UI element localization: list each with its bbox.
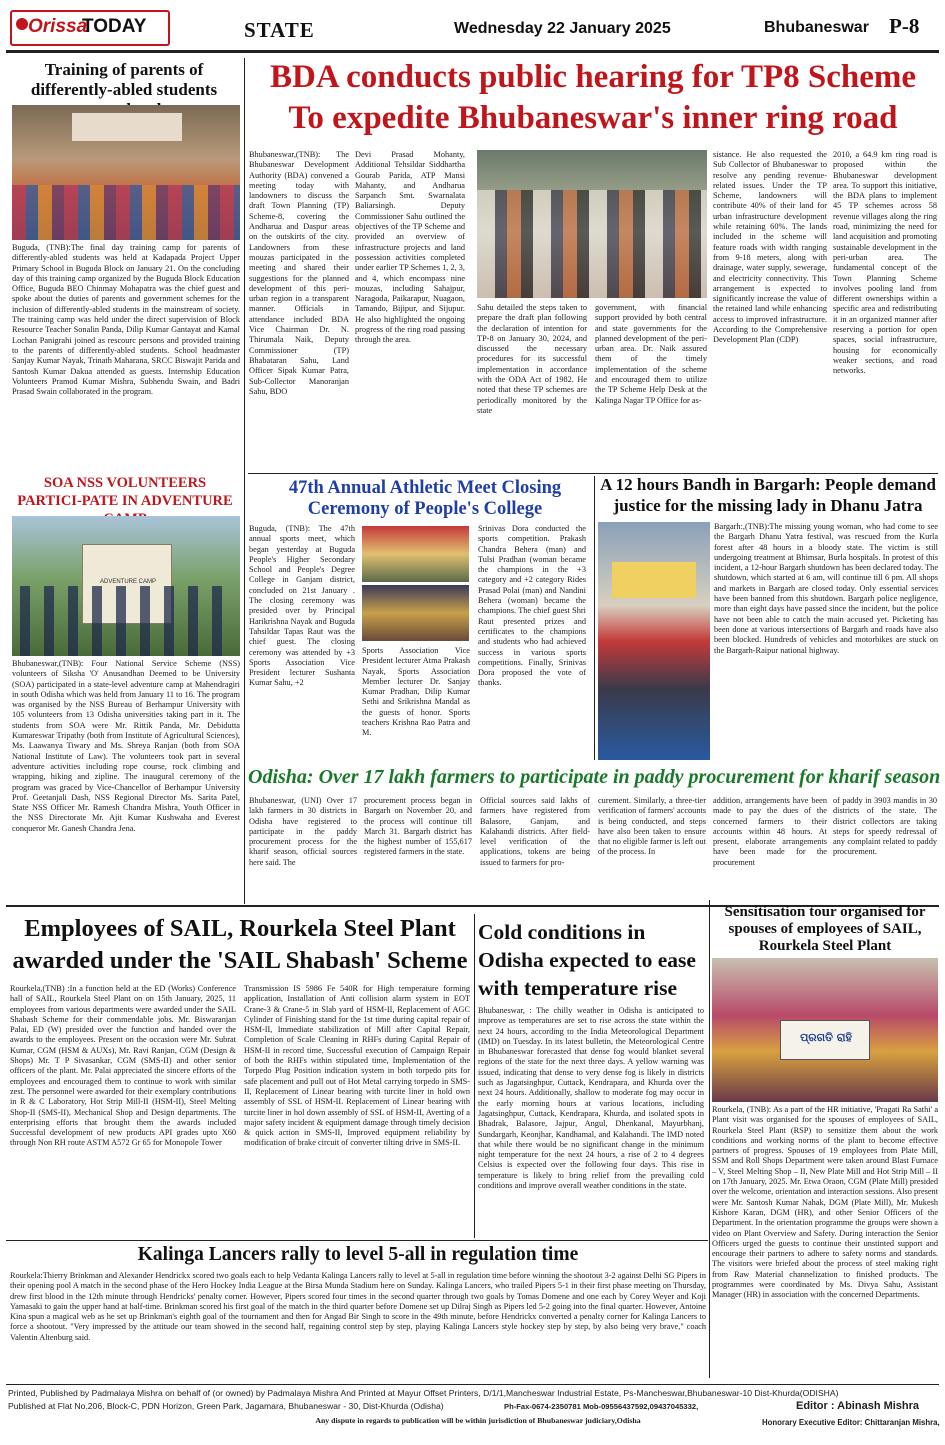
footer-executive-editor: Honorary Executive Editor: Chittaranjan Mishra, — [762, 1418, 940, 1427]
cold-body: Bhubaneswar, : The chilly weather in Odisha is anticipated to improve as temperatures are set to rise across the state within the next 24 hours, according to the India Meteorological Department (IMD) on Tuesday. In its latest bulletin, the Meteorological Centre in Bhubaneswar forecasted that dense fog would blanket several regions of the state for the next three days. A yellow warning was issued, indicating that dense to very dense fog is likely in districts such as Jagatsinghpur, Cuttack, Kendrapara, and Khurda over the next 24 hours. Additionally, shallow to moderate fog may occur in the early morning hours at various locations, including Jagatsinghpur, Cuttack, Kendrapara, Khurda, and isolated spots in Bhadrak, Balasore, Jajpur, Angul, Dhenkanal, Mayurbhanj, Sundargarh, Keonjhar, Kandhamal, and Kalahandi. The IMD noted that while there would be no significant change in the minimum night temperature for the next 24 hours, a rise of 2 to 4 degrees Celsius is expected over the following four days. This rise in temperature is likely to bring relief from the prevailing cold conditions and improve overall weather conditions in the state. — [478, 1006, 704, 1191]
paddy-col-1: Bhubaneswar, (UNI) Over 17 lakh farmers in 30 districts in Odisha have registered to participate in the paddy procurement process for the kharif season, official sources here said. The — [249, 796, 357, 867]
left1-body: Buguda, (TNB):The final day training camp for parents of differently-abled students was held at Kadapada Project Upper Primary School in Buguda Block on January 21. On the concluding day of this training camp organized by the Buguda Block Education Office, Buguda BEO Chinmay Mohapatra was the chief guest and spoke about the duties of parents and government schemes for the inclusion of differently-abled students in the mainstream of society. The training camp was held under the direct supervision of Block Resource Teacher Sonalin Panda, Dilip Kumar Gantayat and Kamal Lochan Panigrahi joined as rescourc persons and provided training to the parents of differently-abled students. School headmaster Sanjay Kumar Nayak, Trinath Maharana, SRCC Biswajit Parida and Santosh Kumar Dakua attended as guests. Internship Education Volunteers Pramod Kumar Mishra, Subhendu Swain, and Badri Prasad Swain collaborated in the program. — [12, 243, 240, 397]
bda-col-5: sistance. He also requested the Sub Collector of Bhubaneswar to resolve any pending revenue-related issues. Under the TP Scheme, landowners will contribute 40% of their land for urban infrastructure development while retaining 60%. The lands included in the scheme will feature roads with width ranging from 9-18 meters, along with drainage, water supply, sewerage, and electricity connectivity. This arrangement is expected to significantly increase the value of the retained land while enhancing access to improved infrastructure. According to the Comprehensive Development Plan (CDP) — [713, 150, 827, 345]
athletic-photo-2 — [362, 585, 469, 641]
logo-orissa: Orissa — [28, 16, 88, 37]
sail-col-2: Transmission IS 5986 Fe 540R for High temperature forming application, Installation of Anti collision alarm system in EOT Crane-3 & Crane-5 in Slab yard of HSM-II, Replacement of AGC Cylinder of Finishing stand for the 1st time during capital repair of HSM-II, Immediate stabilization of Mill after Capital Repair, Completion of Scale Cleaning in RHFs during Capital Repair of HSM-II in record time, Successful execution of Campaign Repair of both the RHFs within stipulated time, Implementation of the Torpedo Plug Position indication system in both torpedo pits for safe placement and pull out of Hot Metal carrying torpedo in SMS-II, Replacement of Linear bearing with turcite liner in hold own assembly of SSL of HSM-II. Replacement of Linear bearing with turcite liner in hol down assembly of SSL of HSM-II, Averting of a major safety incident & equipment damage through timely decision & quick action in SMS-II, Improved equipment reliability by modification of brake circuit of converter tilting drive in SMS-II. — [244, 984, 470, 1148]
section-name: STATE — [244, 18, 315, 42]
hockey-headline: Kalinga Lancers rally to level 5-all in regulation time — [137, 1244, 579, 1265]
bandh-photo — [598, 522, 710, 760]
photo-banner-shape — [72, 113, 182, 141]
sail-divider — [474, 914, 475, 1238]
athletic-col-2: Sports Association Vice President lecturer Atma Prakash Nayak, Sports Association Member lecturer Dr. Sanjay Kumar Pradhan, Dilip Kumar Sethi and Srikrishna Mandal as the guests of honor. Sports teachers Krishna Rao Patra and M. — [362, 646, 470, 738]
paddy-col-2: procurement process began in Bargarh on November 20, and the process will continue till March 31. Bargarh district has the highest number of 155,617 registered farmers in the state. — [364, 796, 472, 857]
sensitisation-headline: Sensitisation tour organised for spouses of employees of SAIL, Rourkela Steel Plant — [724, 904, 926, 954]
footer-editor: Editor : Abinash Mishra — [796, 1400, 920, 1412]
bda-headline-1: BDA conducts public hearing for TP8 Scheme — [270, 59, 916, 95]
sensitisation-photo — [712, 958, 938, 1102]
bandh-headline: A 12 hours Bandh in Bargarh: People demand justice for the missing lady in Dhanu Jatra — [600, 475, 936, 515]
bda-photo — [477, 150, 707, 298]
footer — [8, 1388, 939, 1440]
bda-col-4: government, with financial support provided by both central and state governments for the planned development of the peri-urban area. Dr. Naik assured them of the timely implementation of the scheme and encouraged them to utilize the TP Scheme Help Desk at the Kalinga Nagar TP Office for as- — [595, 303, 707, 405]
paddy-headline: Odisha: Over 17 lakh farmers to participate in paddy procurement for kharif season — [248, 766, 941, 788]
athletic-col-3: Srinivas Dora conducted the sports competition. Prakash Chandra Behera (man) and Tulsi Pradhan (woman became the champions in the +3 category and +2 category Rides Prasad Polai (man) and Nandini Behera (woman) became the champions. The chief guest Shri Raut presented prizes and certificates to the champions and students who had achieved success in various sports competitions. Finally, Srinivas Dora proposed the vote of thanks. — [478, 524, 586, 688]
masthead — [4, 6, 941, 50]
athletic-headline: 47th Annual Athletic Meet Closing Ceremony of People's College — [288, 478, 562, 519]
paddy-col-6: of paddy in 3903 mandis in 30 districts of the state. The district collectors are taking steps for speedy redressal of any complaint related to paddy procurement. — [833, 796, 937, 857]
sail-headline-2: awarded under the 'SAIL Shabash' Scheme — [12, 947, 468, 974]
left2-headline: SOA NSS VOLUNTEERS PARTICI-PATE IN ADVENTURE — [17, 475, 233, 509]
bda-col-3: Sahu detailed the steps taken to prepare the draft plan following the declaration of intention for TP-8 on January 30, 2024, and discussed the necessary procedures for its successful implementation in accordance with the ODA Act of 1982. He noted that these TP schemes are periodically monitored by the state — [477, 303, 587, 415]
left2-photo — [12, 516, 240, 656]
athletic-col-1: Buguda, (TNB): The 47th annual sports meet, which began yesterday at Buguda People's Higher Secondary School and People's Degree College in Ganjam district, concluded on 21st January . The closing ceremony was presided over by Principal Harikrishna Nayak and Buguda Tahsildar Tapas Raut was the chief guest. The closing ceremony was attended by +3 Sports Association Vice President lecturer Sushanta Kumar Sahu, +2 — [249, 524, 355, 688]
bda-photo-people — [477, 190, 707, 298]
footer-rule — [6, 1384, 939, 1385]
bda-col-6: 2010, a 64.9 km ring road is proposed within the Bhubaneswar development area. To support this initiative, the BDA plans to implement 45 TP schemes across 58 revenue villages along the ring road, minimizing the need for land acquisition and promoting sustainable development in the peri-urban area. The fundamental concept of the Town Planning Scheme involves pooling land from different ownerships within a specific area and redistributing it in an organized manner after reserving a portion for open spaces, social infrastructure, housing for economically weaker sections, and road networks. — [833, 150, 937, 376]
left2-body: Bhubaneswar,(TNB): Four National Service Scheme (NSS) volunteers of Siksha 'O' Anusandhan Deemed to be University (SOA) participated in a state-level adventure camp at Mahendragiri in south Odisha which was held from January 11 to 16. The program was organised by the NSS Bureau of Berhampur University with 105 volunteers from 13 Odisha universities taking part in it. The students from SOA were Mr. Rittik Panda, Mr. Debidutta Kumareswar Tripathy (both from Institute of Agricultural Sciences), Ms. Laawanya Tiwary and Ms. Shreya Ranjan (both from SOA National Institute of Law). The volunteers took part in several adventure activities including rope course, rock climbing and wrapping, hiking and zipline. The inaugural ceremony of the program was graced by Vice-Chancellor of Berhampur University Prof. Geetanjali Dash, NSS Regional Director Ms. Sarita Patel, State NSS Officer Mr. Ramesh Chandra Mishra, Youth Officer in the NSS Directorate Mr. Ajit Kumar Kushwaha and Everest conqueror Mr. Ganesh Chandra Jena. — [12, 659, 240, 833]
hockey-top-rule — [6, 1240, 708, 1241]
logo — [10, 10, 170, 46]
city-name: Bhubaneswar — [764, 19, 869, 36]
sensitisation-body: Rourkela, (TNB): As a part of the HR initiative, 'Pragati Ra Sathi' a Plant visit was organised for the spouses of employees of SAIL, Rourkela Steel Plant (RSP) to sensitize them about the work conditions and working norms of the plant to become effective partners of progress. Spouses of 19 employees from Plate Mill, SSM and Roll Shops Department were taken around Blast Furnace – V, Steel Melting Shop – II, New Plate Mill and Hot Strip Mill – II on 17th January, 2025. Mr. Etwa Oraon, CGM (Plate Mill) presided over the welcome, orientation and interaction sessions. Also present were Mr. Santosh Kumar Nahak, DGM (Plate Mill), Mr. Mukesh Kishore Karan, DGM (HR), and other Senior Officers of the Department. In the orientation programme the groups were shown a video on Plant Overview and Safety. During interaction the Senior Officers urged the guests to continue their unstinted support and encourage their partners to adhere to safety norms and standards. The visitors were briefed about the process of steel making right from Raw Material channelization to finished products. The programmes were coordinated by Ms. Divya Sahu, Assistant Manager (HR) in association with the concerned Departments. — [712, 1105, 938, 1300]
page-number: P-8 — [889, 14, 920, 38]
left2-banner-text: ADVENTURE CAMP — [99, 579, 156, 585]
footer-line-2: Published at Flat No.206, Block-C, PDN Horizon, Green Park, Jagamara, Bhubaneswar - 30, Dist-Khurda (Odisha) — [8, 1401, 444, 1411]
logo-today: TODAY — [82, 16, 147, 37]
footer-line-1: Printed, Published by Padmalaya Mishra on behalf of (or owned) by Padmalaya Mishra And Printed at Mayur Offset Printers, D/1/1,Mancheswar Industrial Estate, Ps-Mancheswar,Bhubaneswar-10 Dist-Khurda(ODISHA) — [8, 1388, 839, 1398]
footer-phone: Ph-Fax-0674-2350781 Mob-09556437592,09437045332, — [504, 1402, 699, 1411]
left1-headline: Training of parents of differently-abled students — [30, 60, 218, 99]
sail-headline-1: Employees of SAIL, Rourkela Steel Plant — [24, 915, 456, 942]
masthead-rule — [6, 50, 939, 53]
footer-disclaimer: Any dispute in regards to publication will be within jurisdiction of Bhubaneswar judiciary,Odisha — [315, 1416, 641, 1425]
bda-col-2: Devi Prasad Mohanty, Additional Tehsildar Siddhartha Gourab Parida, ATP Mansi Mahanty, and Andharua Sarpanch Smt. Swarnalata Baliarsingh. Deputy Commissioner Sahu outlined the objectives of the TP Scheme and provided an overview of infrastructure projects and land possession activities completed under earlier TP Schemes 1, 2, 3, and 4, which encompass nine mouzas, including Sahajpur, Naragoda, Paikarapur, Nuagaon, Tamando, Bijipur, and Sijupur. He also highlighted the ongoing progress of the ring road passing through the area. — [355, 150, 465, 345]
bandh-body: Bargarh:,(TNB):The missing young woman, who had come to see the Bargarh Dhanu Yatra festival, was rescued from the Kurla forest after 48 hours in a bloody state. The victim is still undergoing treatment at Bhimsar, Burla hospitals. In protest of this incident, a 12-hour Bargarh shutdown has been declared today. The shutdown, which started at 6 am, will continue till 6 pm. All shops and markets in Bargarh are closed today. Only essential services have been banned from this shutdown. Bargarh police negligence, more than eight days have passed since the incident, but the police have not been able to catch the main accused yet. Picketing has been done at various intersections of Bargarh and roads have also been blocked. Hundreds of vehicles and motorbikes are stuck on the Bargarh-Raipur national highway. — [714, 522, 938, 655]
right-column-divider — [709, 900, 710, 1378]
bda-headline-2: To expedite Bhubaneswar's inner ring road — [288, 100, 898, 136]
photo-crowd-shape — [12, 185, 240, 240]
left2-people-shape — [20, 586, 232, 656]
paddy-col-5: addition, arrangements have been made to pay the dues of the concerned farmers to their accounts within 48 hours. At present, elaborate arrangements have been made for the procurement — [713, 796, 827, 867]
bandh-banner-shape — [612, 562, 696, 598]
sail-col-1: Rourkela,(TNB) :In a function held at the ED (Works) Conference hall of SAIL, Rourkela Steel Plant on on 15th January, 2025, 11 employees from various departments were awarded under the SAIL Shabash Scheme for their commendable jobs. Mr. Biswaranjan Palai, ED (W) presided over the function and handed over the awards to the employees. Present on the occasion were Mr. Subrat Kumar, CGM (HSM & AUXs), Mr. Ravi Ranjan, CGM (Design & Shops) Mr. T P Sivasankar, CGM (SMS-II) and other senior officers of the plant. Mr. Palai appreciated the sincere efforts of the employees and encouraged them to continue to work with similar zest. The personnel were awarded for their exemplary contributions in R & C Laboratory, Hot Strip Mill-II (HSM-II), Steel Melting Shop-II (SMS-II), Mechanical Shop and Design departments. The enterprising efforts that brought them the awards included Successful development of new products API grades upto X60 through Non RH route ASTM A572 Gr 65 for Monopole Tower — [10, 984, 236, 1148]
logo-swirl-icon — [16, 18, 28, 30]
athletic-divider — [594, 476, 595, 760]
paddy-col-3: Official sources said lakhs of farmers have registered from Balasore, Ganjam, and Kalahandi districts. After field-level verification of the applications, tokens are being issued to farmers for pro- — [480, 796, 590, 867]
athletic-photo-1 — [362, 526, 469, 582]
hockey-body: Rourkela:Thierry Brinkman and Alexander Hendrickx scored two goals each to help Vedanta Kalinga Lancers rally to level at 5-all in regulation time before winning the shootout 3-2 against Delhi SG Pipers in their opening pool A match in the second phase of the Hero Hockey India League at the Birsa Munda Stadium here on Sunday. Kalinga Lancers, who trailed Pipers 5-1 in their first phase meeting on Thursday, drew first blood in the 12th minute through Hendricks' penalty corner. However, Pipers scored four times in the second quarter through two goals by Tomas Domene and one each by Corey Weyer and Koji Yamasaki to gain the upper hand at half-time. Brinkman scored his first goal of the match in the third quarter before Domene set up Dilraj Singh as Pipers led 5-2 going into the final quarter. However, Antoine Kina spun a magical web as he set up Brinkman's eighth goal of the tournament and then for Angad Bir Singh to score in the 49th minute, before Hendrickx converted a penalty corner for Kalinga Lancers to force a shootout. "Very impressed by the attitude our team showed in the second half, regaining control step by step, playing Kalinga Lancers style hockey step by step, by also being very brave," coach Valentin Altenburg said. — [10, 1271, 706, 1342]
paddy-col-4: curement. Similarly, a three-tier verification of farmers' accounts is being conducted, and steps have also been taken to ensure that no eligible farmer is left out of the process. In — [598, 796, 706, 857]
issue-date: Wednesday 22 January 2025 — [454, 20, 671, 37]
left-column-divider — [244, 58, 245, 904]
bda-col-1: Bhubaneswar,(TNB): The Bhubaneswar Development Authority (BDA) convened a meeting today with landowners to discuss the draft Town Planning (TP) Scheme-8, covering the Andharua and Daspur areas on the outskirts of the city. Landowners from these mouzas participated in the meeting and shared their suggestions for the planned development of this peri-urban region in a transparent manner. Officials in attendance included BDA Vice Chairman Dr. N. Thirumala Naik, Deputy Commissioner (TP) Bhabataran Sahu, Land Officer Sipak Kumar Patra, Sub-Collector Manoranjan Sahu, BDO — [249, 150, 349, 396]
left1-photo — [12, 105, 240, 240]
sensitisation-banner — [780, 1020, 870, 1060]
cold-headline: Cold conditions in Odisha expected to ease with temperature rise — [478, 920, 696, 1000]
sensitisation-banner-text: ପ୍ରଗତି ରାହି — [800, 1031, 852, 1044]
